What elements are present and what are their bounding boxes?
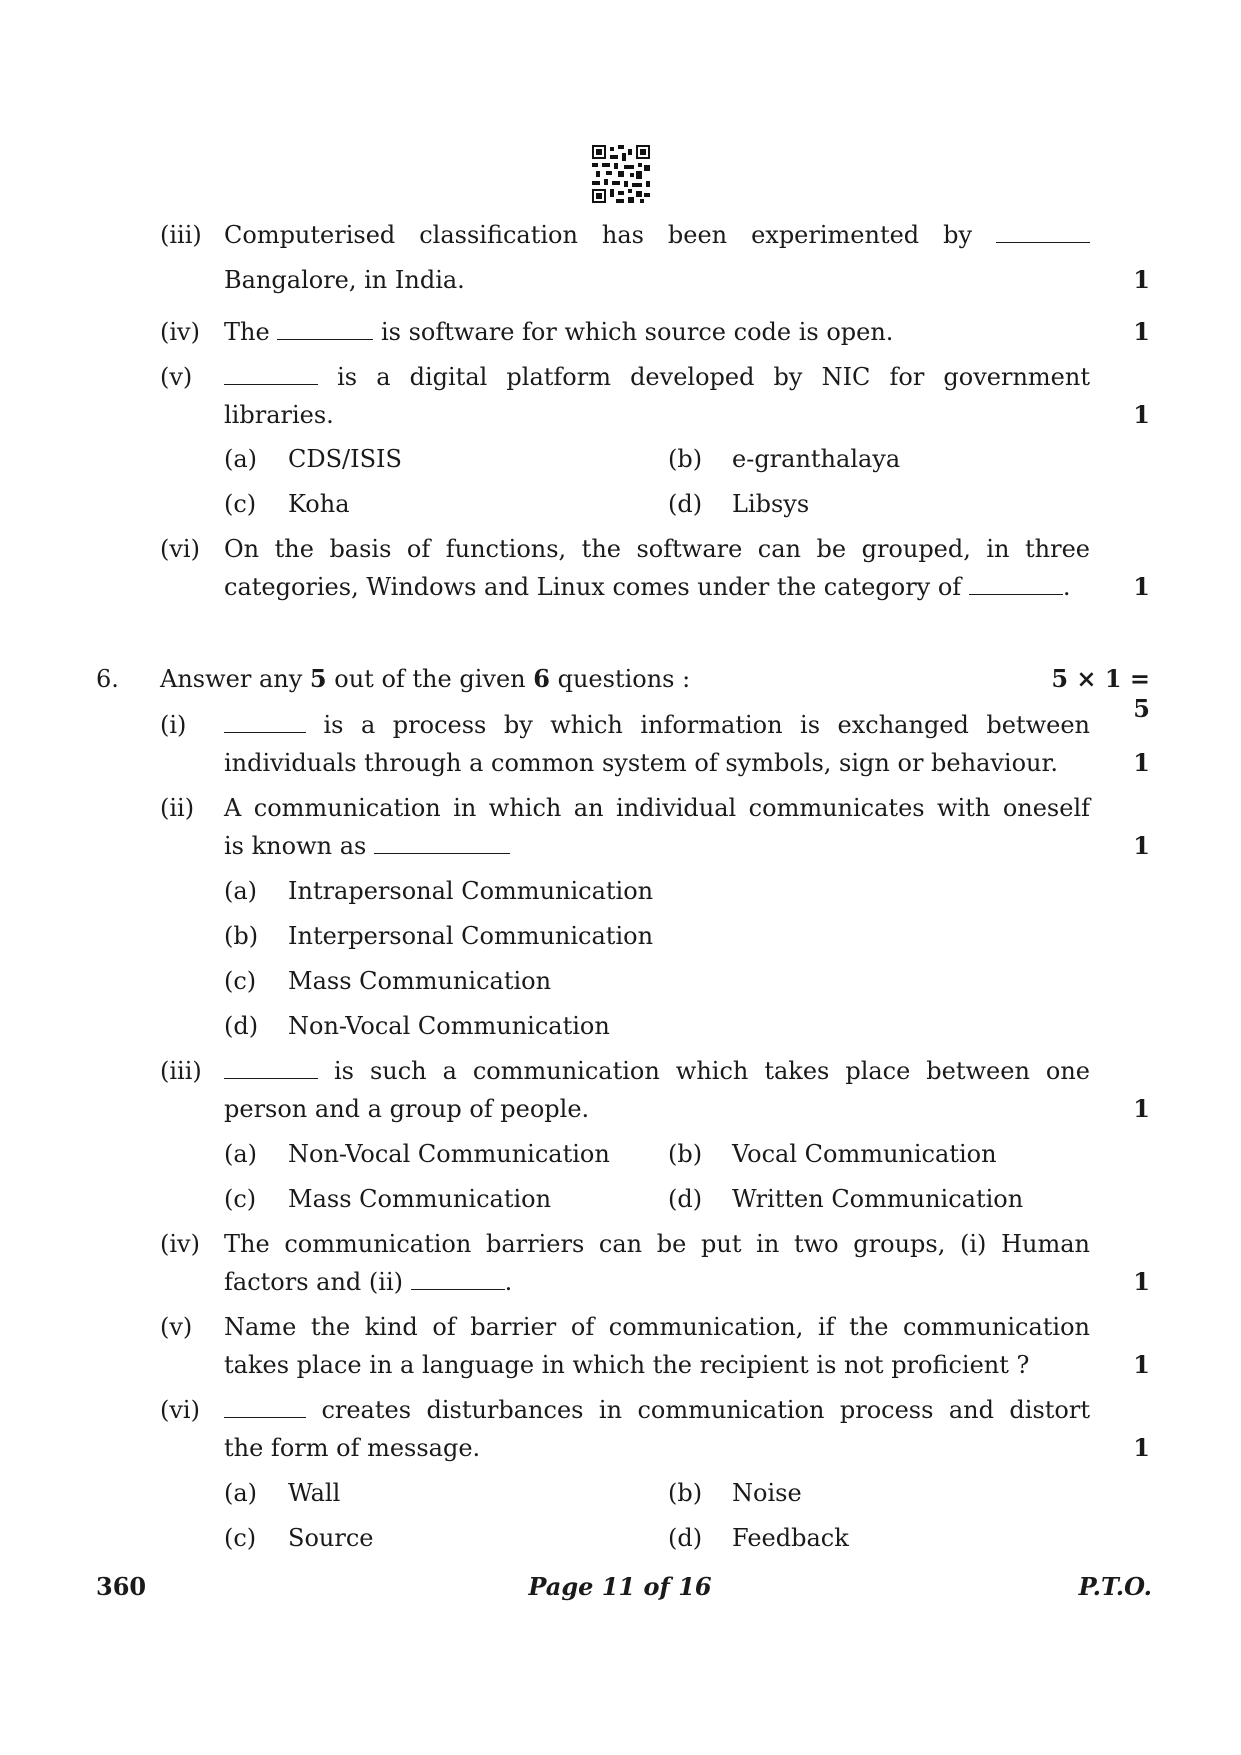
q5-iv-text: The is software for which source code is open. xyxy=(224,318,894,346)
q5-v-number: (v) xyxy=(160,363,193,391)
q6-iii-option-b: (b) Vocal Communication xyxy=(668,1140,997,1168)
q6-iii-option-a: (a) Non-Vocal Communication xyxy=(224,1140,610,1168)
q6-vi-marks: 1 xyxy=(1133,1433,1150,1462)
q6-vi-option-a: (a) Wall xyxy=(224,1479,341,1507)
q6-ii-marks: 1 xyxy=(1133,831,1150,860)
q6-vi-option-c: (c) Source xyxy=(224,1524,374,1552)
q6-ii-option-c: (c) Mass Communication xyxy=(224,967,552,995)
q6-vi-text-line2: the form of message. xyxy=(224,1434,481,1462)
q6-v-text: Name the kind of barrier of communication, if the communication xyxy=(224,1313,1090,1341)
q6-i-text-line2: individuals through a common system of symbols, sign or behaviour. xyxy=(224,749,1058,777)
q6-ii-option-a: (a) Intrapersonal Communication xyxy=(224,877,654,905)
q6-v-number: (v) xyxy=(160,1313,193,1341)
q6-iii-marks: 1 xyxy=(1133,1094,1150,1123)
q5-v-option-d: (d) Libsys xyxy=(668,490,810,518)
q5-v-option-b: (b) e-granthalaya xyxy=(668,445,901,473)
answer-blank xyxy=(996,222,1090,243)
q6-v-marks: 1 xyxy=(1133,1350,1150,1379)
q6-vi-option-d: (d) Feedback xyxy=(668,1524,849,1552)
q6-iv-number: (iv) xyxy=(160,1230,200,1258)
q5-vi-number: (vi) xyxy=(160,535,200,563)
q5-iii-text-line2: Bangalore, in India. xyxy=(224,266,465,294)
pto-label: P.T.O. xyxy=(1078,1572,1152,1601)
q5-vi-text-line2: categories, Windows and Linux comes under the category of . xyxy=(224,573,1071,601)
answer-blank xyxy=(969,574,1063,595)
q6-iv-text-line2: factors and (ii) . xyxy=(224,1268,513,1296)
q6-iii-option-d: (d) Written Communication xyxy=(668,1185,1024,1213)
q5-iv-marks: 1 xyxy=(1133,317,1150,346)
q6-iii-text-line2: person and a group of people. xyxy=(224,1095,590,1123)
q5-iii-marks: 1 xyxy=(1133,265,1150,294)
q6-ii-option-d: (d) Non-Vocal Communication xyxy=(224,1012,610,1040)
q6-iii-option-c: (c) Mass Communication xyxy=(224,1185,552,1213)
answer-blank xyxy=(411,1269,505,1290)
q5-iii-number: (iii) xyxy=(160,221,202,249)
answer-blank xyxy=(224,712,306,733)
q6-iv-text: The communication barriers can be put in two groups, (i) Human xyxy=(224,1230,1090,1258)
q5-iv-number: (iv) xyxy=(160,318,200,346)
answer-blank xyxy=(224,364,318,385)
q5-v-text: is a digital platform developed by NIC for government xyxy=(224,362,1090,392)
q6-heading: Answer any 5 out of the given 6 questions : xyxy=(160,664,691,693)
q5-v-text-line2: libraries. xyxy=(224,401,334,429)
q6-vi-option-b: (b) Noise xyxy=(668,1479,802,1507)
q6-v-text-line2: takes place in a language in which the recipient is not proficient ? xyxy=(224,1351,1030,1379)
q6-total-marks: 5 × 1 = 5 xyxy=(1051,664,1150,723)
q6-number: 6. xyxy=(96,665,119,693)
paper-code: 360 xyxy=(96,1572,147,1601)
q6-i-number: (i) xyxy=(160,711,187,739)
q6-ii-text-line2: is known as xyxy=(224,831,1090,861)
q6-ii-option-b: (b) Interpersonal Communication xyxy=(224,922,654,950)
q6-i-text: is a process by which information is exchanged between xyxy=(224,710,1090,740)
answer-blank xyxy=(374,833,510,854)
q6-vi-text: creates disturbances in communication process and distort xyxy=(224,1395,1090,1425)
answer-blank xyxy=(224,1058,318,1079)
q6-iii-text: is such a communication which takes place between one xyxy=(224,1056,1090,1086)
qr-code-icon xyxy=(592,145,650,203)
q6-vi-number: (vi) xyxy=(160,1396,200,1424)
q6-iv-marks: 1 xyxy=(1133,1267,1150,1296)
q6-iii-number: (iii) xyxy=(160,1057,202,1085)
q5-vi-marks: 1 xyxy=(1133,572,1150,601)
q6-i-marks: 1 xyxy=(1133,748,1150,777)
answer-blank xyxy=(224,1397,306,1418)
q5-v-marks: 1 xyxy=(1133,400,1150,429)
q5-iii-text: Computerised classification has been experimented by xyxy=(224,220,1090,250)
q5-vi-text: On the basis of functions, the software can be grouped, in three xyxy=(224,535,1090,563)
q5-v-option-a: (a) CDS/ISIS xyxy=(224,445,402,473)
page-number: Page 11 of 16 xyxy=(528,1572,712,1601)
q5-v-option-c: (c) Koha xyxy=(224,490,350,518)
answer-blank xyxy=(277,319,373,340)
q6-ii-text: A communication in which an individual communicates with oneself xyxy=(224,794,1090,822)
q6-ii-number: (ii) xyxy=(160,794,195,822)
